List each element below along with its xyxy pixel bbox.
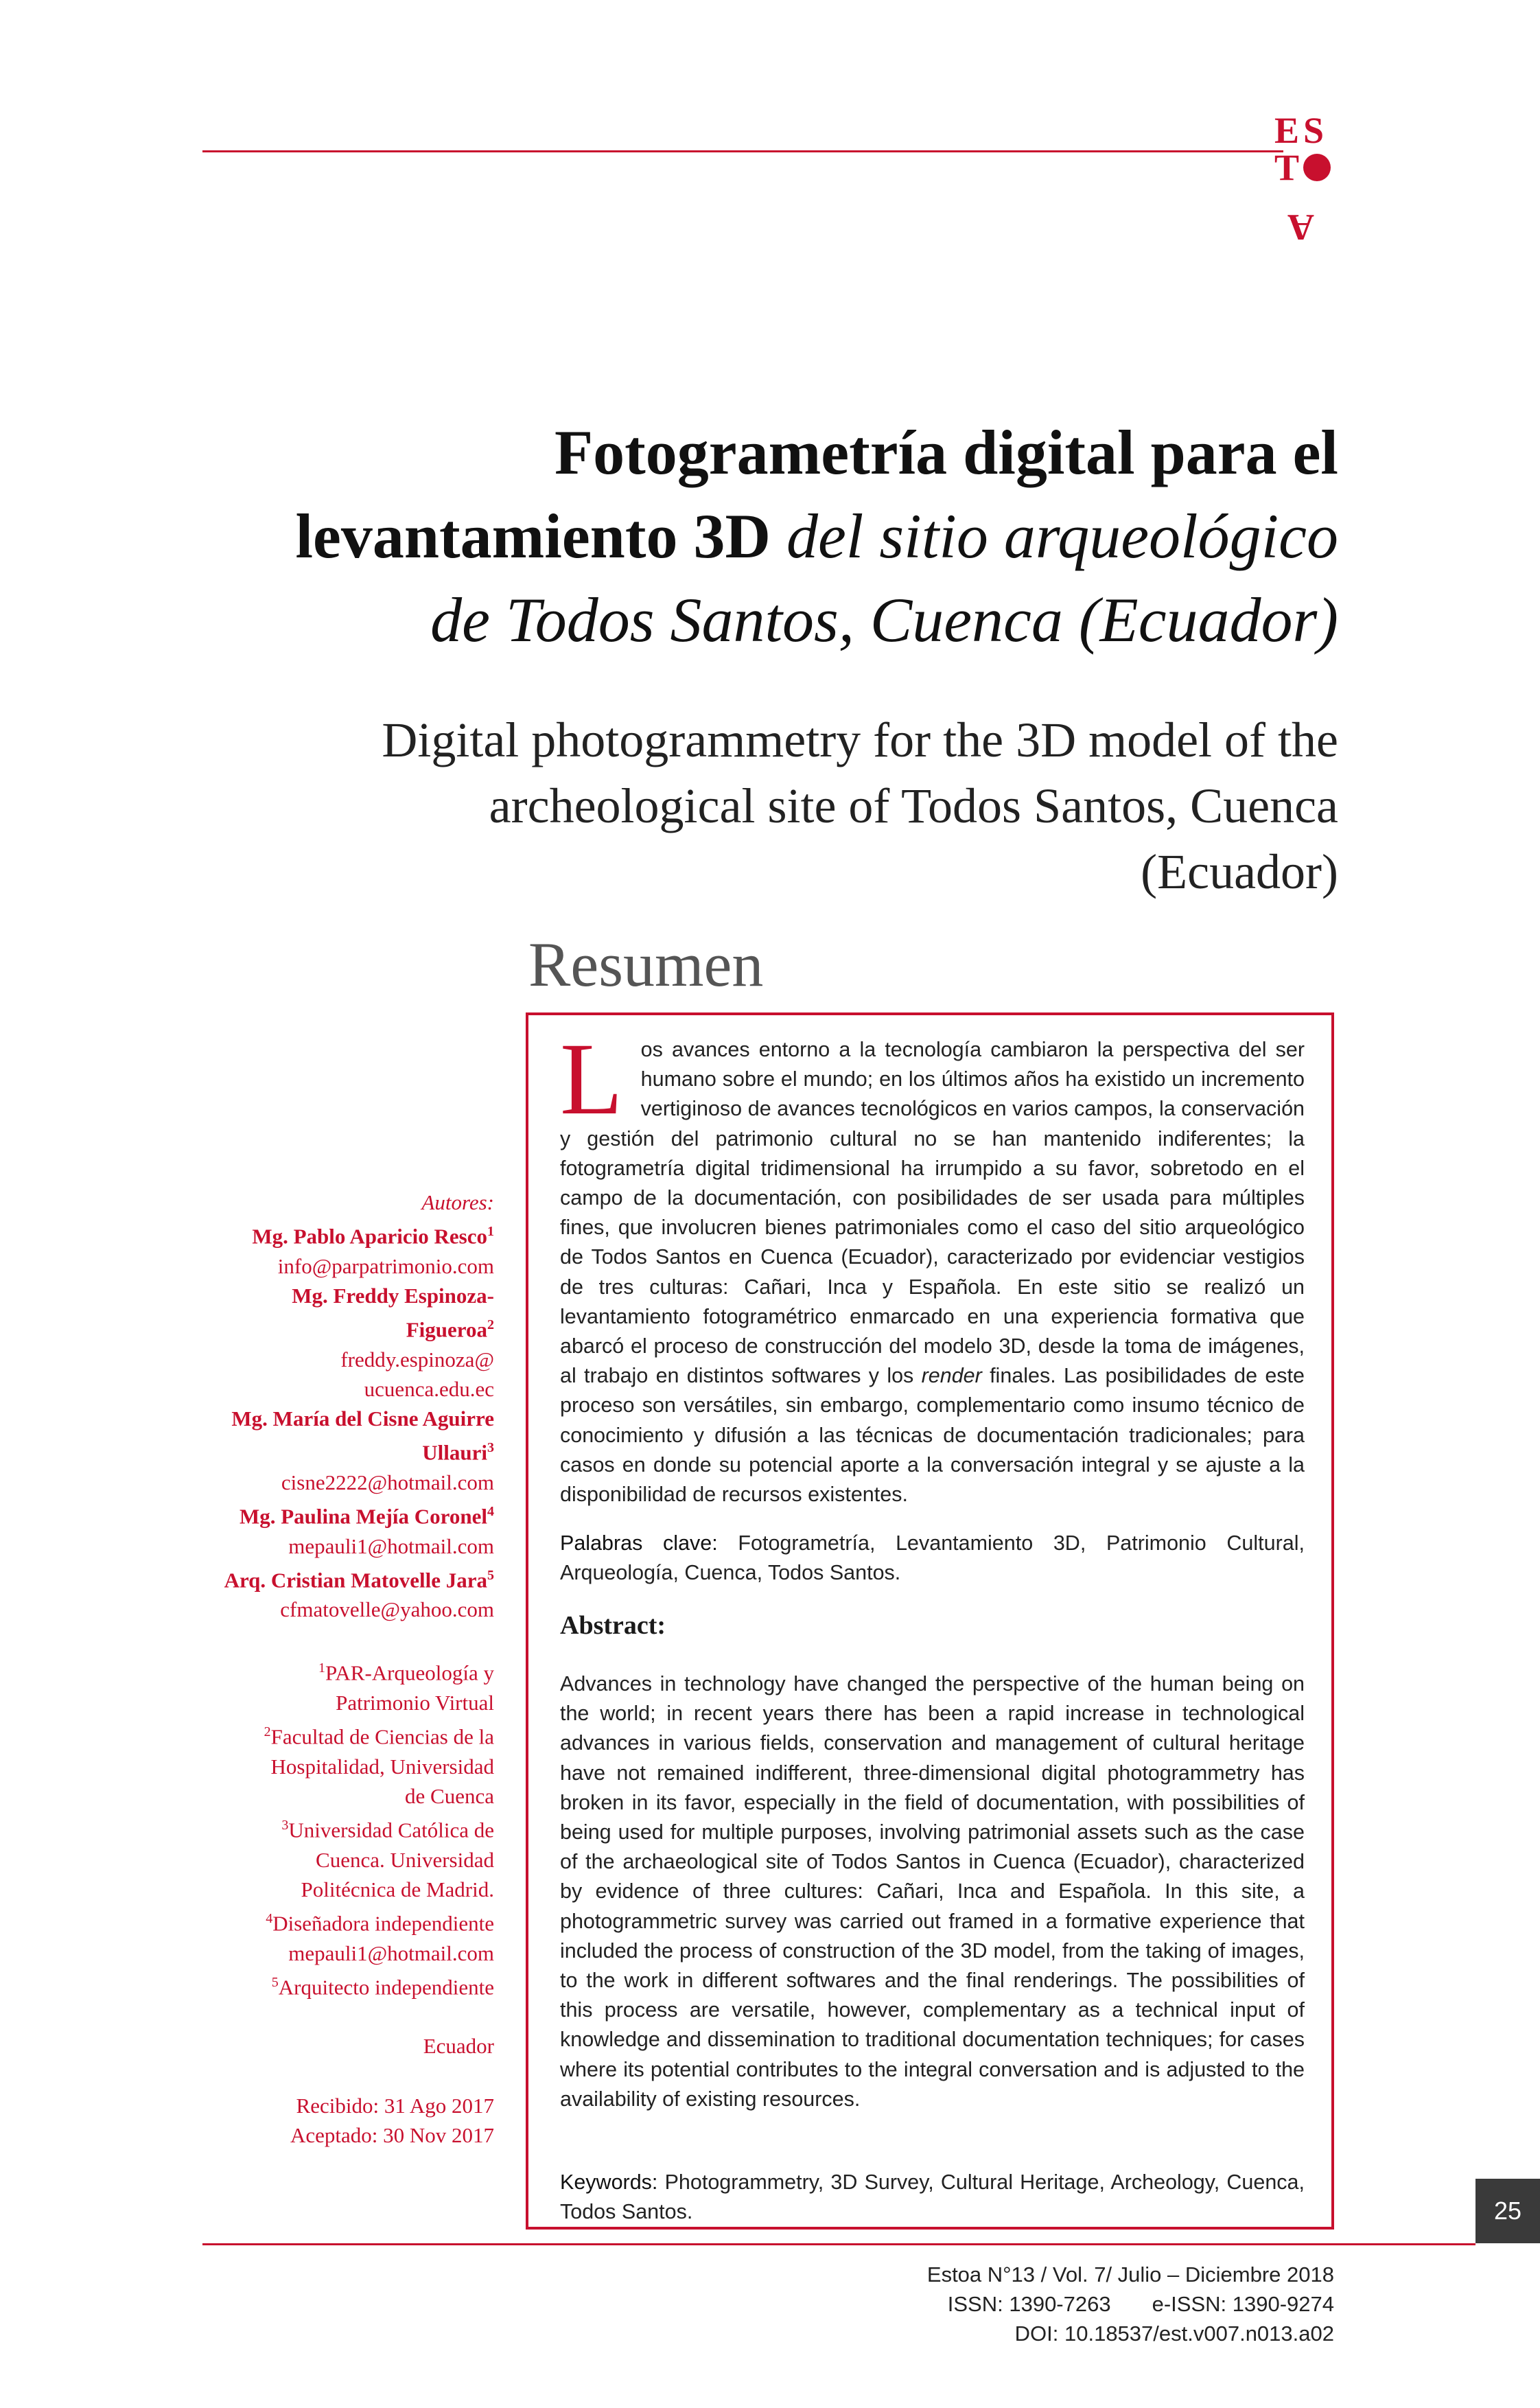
affiliation-line — [185, 1752, 494, 1781]
affiliation-text: mepauli1@hotmail.com — [288, 1941, 494, 1965]
doi: DOI: 10.18537/est.v007.n013.a02 — [1014, 2322, 1334, 2346]
page-number: 25 — [1475, 2179, 1540, 2243]
affiliation-text: PAR-Arqueología y — [325, 1660, 494, 1685]
footer-info — [618, 2260, 1334, 2348]
affiliation-superscript: 5 — [271, 1974, 279, 1990]
author-name — [185, 1561, 494, 1595]
abstract-paragraph: Advances in technology have changed the perspective of the human being on the world; in recent years there has been a rapid increase in technological advances in various fields, conservation and management of cultural heritage have not remained indifferent, three-dimensional digital photogrammetry has broken in its favor, especially in the field of documentation, with possibilities of being used for multiple purposes, involving patrimonial assets such as the case of the archaeological site of Todos Santos in Cuenca (Ecuador), characterized by evidence of three cultures: Cañari, Inca and Española. In this site, a photogrammetric survey was carried out framed in a formative experience that included the process of construction of the 3D model, from the taking of images, to the work in different softwares and the final renderings. The possibilities of this process are versatile, however, complementary as a technical input of knowledge and dissemination to traditional documentation techniques; for cases where its potential contributes to the integral conversation and is adjusted to the availability of existing resources. — [560, 1672, 1305, 2111]
logo-letter-a: A — [1287, 207, 1314, 248]
author-email — [185, 1595, 494, 1624]
author-superscript: 5 — [487, 1567, 494, 1583]
author-email — [185, 1345, 494, 1374]
affiliation-text: Arquitecto independiente — [278, 1975, 494, 2000]
accepted-date: Aceptado: 30 Nov 2017 — [290, 2122, 494, 2147]
author-line-text: cisne2222@hotmail.com — [281, 1470, 494, 1494]
header-rule — [202, 150, 1283, 152]
affiliation-superscript: 3 — [281, 1818, 289, 1833]
resumen-heading: Resumen — [528, 929, 764, 999]
subtitle-line-2: archeological site of Todos Santos, Cuenca — [489, 778, 1338, 833]
received-date: Recibido: 31 Ago 2017 — [296, 2093, 494, 2118]
author-name — [185, 1404, 494, 1433]
title-line-2 — [172, 494, 1338, 578]
affiliation-text: Patrimonio Virtual — [336, 1691, 494, 1715]
affiliation-line — [185, 1845, 494, 1875]
author-email — [185, 1531, 494, 1561]
logo-dot-icon — [1303, 154, 1331, 181]
drop-cap: L — [560, 1022, 623, 1136]
affiliation-text: Cuenca. Universidad — [316, 1847, 494, 1872]
resumen-paragraph — [560, 1022, 1305, 1509]
author-email — [185, 1251, 494, 1281]
issn-line — [618, 2289, 1334, 2319]
affiliation-line — [185, 1688, 494, 1717]
author-line-text: Ullauri — [422, 1440, 487, 1465]
journal-logo — [1273, 110, 1335, 248]
keywords-es-label: Palabras clave: — [560, 1531, 718, 1555]
affiliation-line — [185, 1781, 494, 1811]
author-line-text: mepauli1@hotmail.com — [288, 1533, 494, 1558]
affiliation-line — [185, 1811, 494, 1845]
subtitle-line-1: Digital photogrammetry for the 3D model of the — [382, 713, 1338, 767]
keywords-es — [560, 1529, 1305, 1588]
author-name — [185, 1497, 494, 1531]
resumen-text-italic: render — [921, 1364, 982, 1388]
affiliation-line — [185, 1904, 494, 1938]
author-line-text: Arq. Cristian Matovelle Jara — [224, 1568, 487, 1593]
author-line-text: freddy.espinoza@ — [340, 1347, 494, 1371]
author-line-text: Mg. Pablo Aparicio Resco — [252, 1224, 487, 1249]
author-line-text: Mg. María del Cisne Aguirre — [231, 1406, 494, 1431]
author-list — [185, 1217, 494, 1624]
affiliation-text: de Cuenca — [405, 1783, 494, 1808]
author-name — [185, 1433, 494, 1468]
resumen-text-main: os avances entorno a la tecnología cambiaron la perspectiva del ser humano sobre el mundo; en los últimos años ha existido un incremento vertiginoso de avances tecnológicos en varios campos, la conservación y gestión del patrimonio cultural no se han mantenido indiferentes; la fotogrametría digital tridimensional ha irrumpido a su favor, sobretodo en el campo de la documentación, con posibilidades de ser usada para múltiples fines, que involucren bienes patrimoniales como el caso del sitio arqueológico de Todos Santos en Cuenca (Ecuador), caracterizado por evidenciar vestigios de tres culturas: Cañari, Inca y Española. En este sitio se realizó un levantamiento fotogramétrico enmarcado en una experiencia formativa que abarcó el proceso de construcción del modelo 3D, desde la toma de imágenes, al trabajo en distintos softwares y los — [560, 1038, 1305, 1388]
country: Ecuador — [423, 2034, 494, 2059]
affiliation-text: Politécnica de Madrid. — [301, 1877, 494, 1901]
author-line-text: Mg. Freddy Espinoza- — [292, 1283, 494, 1308]
title-line-2-bold: levantamiento 3D — [295, 501, 771, 571]
affiliation-superscript: 2 — [264, 1724, 271, 1740]
resumen-text-end: finales. Las posibilidades de este proceso son versátiles, sin embargo, complementario como insumo técnico de conocimiento y difusión a las técnicas de documentación tradicionales; para casos en donde su potencial aporte a la conversación integral y se ajuste a la disponibilidad de recursos existentes. — [560, 1364, 1305, 1507]
footer-rule — [202, 2243, 1475, 2245]
journal-issue: Estoa N°13 / Vol. 7/ Julio – Diciembre 2018 — [926, 2262, 1334, 2287]
affiliation-superscript: 4 — [266, 1911, 273, 1927]
affiliation-line — [185, 1968, 494, 2002]
logo-letter-t: T — [1274, 147, 1300, 188]
author-superscript: 2 — [487, 1317, 494, 1333]
keywords-en-label: Keywords: — [560, 2170, 658, 2194]
article-subtitle — [172, 707, 1338, 905]
author-name — [185, 1217, 494, 1251]
affiliation-line — [185, 1938, 494, 1968]
keywords-es-text: Fotogrametría, Levantamiento 3D, Patrimonio Cultural, Arqueología, Cuenca, Todos Santos. — [560, 1531, 1305, 1585]
title-line-1: Fotogrametría digital para el — [554, 417, 1338, 487]
title-line-3: de Todos Santos, Cuenca (Ecuador) — [430, 585, 1338, 655]
affiliation-line — [185, 1654, 494, 1688]
author-superscript: 4 — [487, 1504, 494, 1520]
affiliation-text: Facultad de Ciencias de la — [270, 1724, 494, 1749]
affiliation-line — [185, 1875, 494, 1904]
author-email — [185, 1468, 494, 1497]
author-line-text: ucuenca.edu.ec — [364, 1376, 494, 1401]
logo-letter-s: S — [1303, 110, 1325, 151]
author-line-text: Mg. Paulina Mejía Coronel — [239, 1504, 487, 1529]
logo-letter-e: E — [1274, 110, 1300, 151]
article-title — [172, 410, 1338, 662]
authors-label: Autores: — [421, 1190, 494, 1214]
author-line-text: cfmatovelle@yahoo.com — [280, 1597, 494, 1622]
affiliation-text: Hospitalidad, Universidad — [270, 1754, 494, 1779]
affiliation-line — [185, 1717, 494, 1752]
author-name — [185, 1281, 494, 1310]
author-name — [185, 1310, 494, 1345]
affiliation-text: Diseñadora independiente — [272, 1911, 494, 1936]
author-line-text: Figueroa — [406, 1317, 487, 1342]
abstract-heading: Abstract: — [560, 1611, 666, 1640]
author-sidebar — [185, 1188, 494, 2150]
eissn: e-ISSN: 1390-9274 — [1152, 2292, 1334, 2316]
affiliation-superscript: 1 — [318, 1660, 325, 1676]
affiliation-text: Universidad Católica de — [288, 1818, 494, 1842]
title-line-2-italic: del sitio arqueológico — [786, 501, 1338, 571]
issn: ISSN: 1390-7263 — [947, 2292, 1111, 2316]
keywords-en-text: Photogrammetry, 3D Survey, Cultural Heritage, Archeology, Cuenca, Todos Santos. — [560, 2170, 1305, 2224]
author-superscript: 3 — [487, 1440, 494, 1456]
keywords-en — [560, 2168, 1305, 2227]
author-email — [185, 1374, 494, 1404]
author-superscript: 1 — [487, 1224, 494, 1240]
subtitle-line-3: (Ecuador) — [1141, 844, 1338, 899]
author-line-text: info@parpatrimonio.com — [277, 1253, 494, 1278]
affiliation-list — [185, 1654, 494, 2002]
